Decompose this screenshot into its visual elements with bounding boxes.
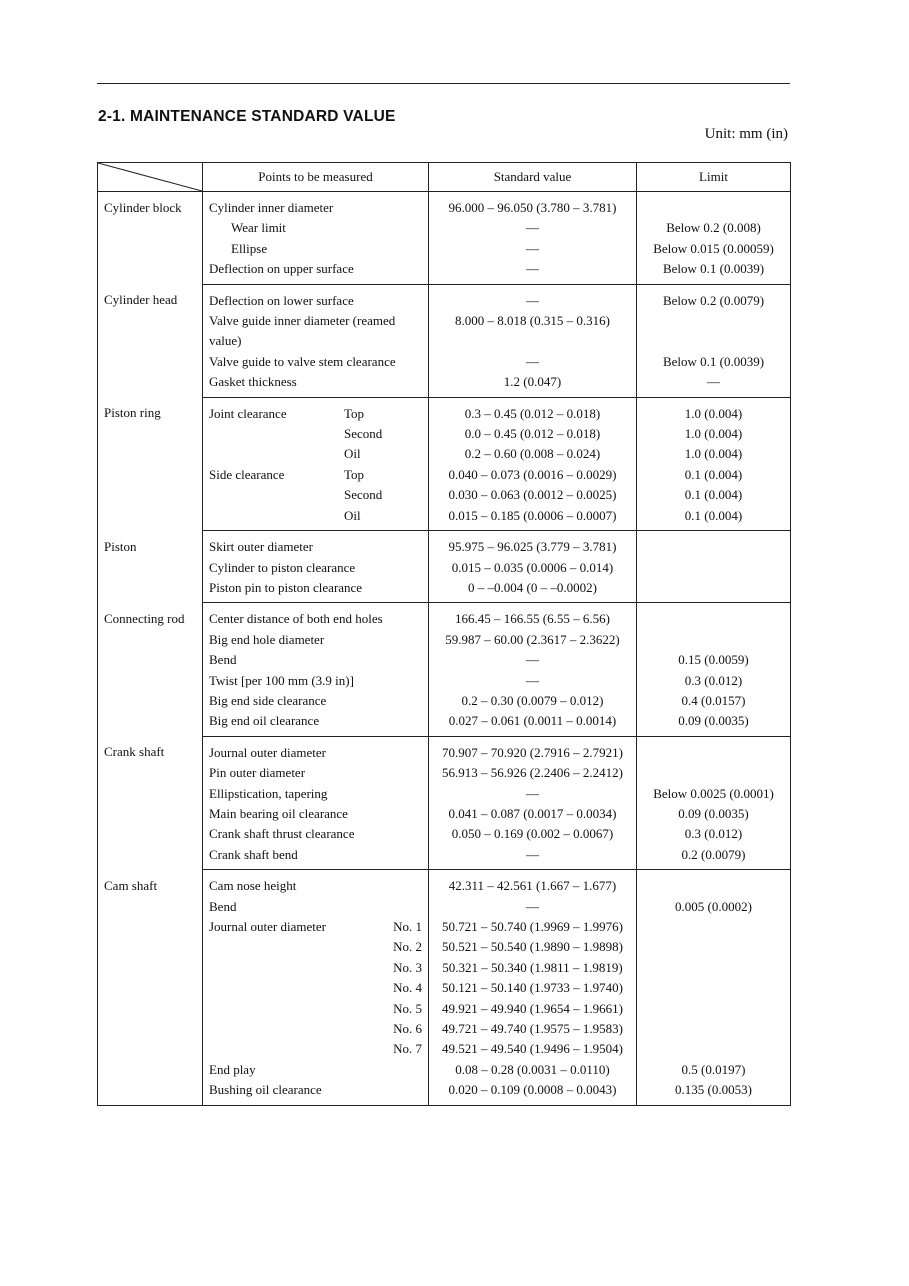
limit-value: 0.005 (0.0002) [675, 898, 752, 914]
standard-value: 0.027 – 0.061 (0.0011 – 0.0014) [429, 711, 637, 736]
standard-value: 0.050 – 0.169 (0.002 – 0.0067) [429, 824, 637, 844]
measure-point-label [209, 506, 344, 526]
measure-point: Cam nose height [203, 870, 429, 897]
measure-point [203, 444, 429, 464]
unit-label: Unit: mm (in) [704, 126, 788, 142]
measure-point: Twist [per 100 mm (3.9 in)] [203, 671, 429, 691]
table-header-row [98, 163, 791, 192]
measure-point-label: Joint clearance [209, 405, 287, 421]
component-group [98, 870, 791, 1105]
table-row [98, 397, 791, 424]
limit-value [637, 999, 791, 1019]
limit-value [637, 736, 791, 763]
standard-value: 0.2 – 0.30 (0.0079 – 0.012) [429, 691, 637, 711]
component-group [98, 603, 791, 736]
measure-point-label [209, 937, 382, 957]
component-name: Crank shaft [98, 736, 203, 869]
limit-value [637, 192, 791, 219]
journal-number-label: No. 1 [393, 919, 422, 934]
standard-value: 50.121 – 50.140 (1.9733 – 1.9740) [429, 978, 637, 998]
limit-value [637, 763, 791, 783]
limit-value: 0.15 (0.0059) [678, 652, 749, 668]
measure-point: Big end hole diameter [203, 630, 429, 650]
component-name: Cylinder head [98, 284, 203, 397]
journal-number-label: No. 2 [393, 939, 422, 955]
standard-value: 0.0 – 0.45 (0.012 – 0.018) [429, 424, 637, 444]
limit-value: 0.3 (0.012) [684, 672, 743, 688]
table-row [98, 531, 791, 558]
measure-point [203, 999, 429, 1019]
measure-point [203, 1039, 429, 1059]
limit-column-header: Limit [637, 163, 791, 192]
measure-point: Valve guide inner diameter (reamed value) [203, 311, 429, 352]
component-name: Cylinder block [98, 192, 203, 285]
measure-point-label: Journal outer diameter [209, 919, 326, 934]
measure-point-label [209, 958, 382, 978]
measure-point: Big end side clearance [203, 691, 429, 711]
measure-point: Piston pin to piston clearance [203, 578, 429, 603]
limit-value [637, 558, 791, 578]
measure-point: Gasket thickness [203, 372, 429, 397]
component-name: Piston [98, 531, 203, 603]
measure-point: Center distance of both end holes [203, 603, 429, 630]
standard-value: 49.921 – 49.940 (1.9654 – 1.9661) [429, 999, 637, 1019]
limit-value: 1.0 (0.004) [684, 446, 743, 462]
component-name: Cam shaft [98, 870, 203, 1105]
top-rule [97, 83, 790, 84]
limit-value: 0.5 (0.0197) [681, 1061, 746, 1077]
standard-value: 0.030 – 0.063 (0.0012 – 0.0025) [429, 485, 637, 505]
standard-value: 50.321 – 50.340 (1.9811 – 1.9819) [429, 958, 637, 978]
limit-value [637, 978, 791, 998]
journal-number-label: No. 3 [393, 959, 422, 975]
standard-value: 0.015 – 0.035 (0.0006 – 0.014) [429, 558, 637, 578]
limit-value: 1.0 (0.004) [684, 426, 743, 442]
measure-point-label [209, 978, 382, 998]
component-name: Piston ring [98, 397, 203, 530]
limit-value [637, 870, 791, 897]
maintenance-standard-table [97, 162, 791, 1106]
table-row [98, 603, 791, 630]
measure-point: Crank shaft thrust clearance [203, 824, 429, 844]
limit-value: Below 0.1 (0.0039) [637, 259, 791, 284]
measure-point-label: Side clearance [209, 466, 285, 482]
diagonal-line [98, 163, 202, 191]
standard-value: 0 – –0.004 (0 – –0.0002) [429, 578, 637, 603]
measure-point: Bend [203, 897, 429, 917]
limit-value: 0.3 (0.012) [684, 826, 743, 842]
measure-point [203, 506, 429, 531]
limit-value: Below 0.1 (0.0039) [662, 353, 765, 369]
limit-value: 0.135 (0.0053) [675, 1082, 752, 1098]
table-row [98, 192, 791, 219]
standard-value: 96.000 – 96.050 (3.780 – 3.781) [429, 192, 637, 219]
standard-value: — [429, 784, 637, 804]
limit-value [637, 958, 791, 978]
standard-value: 0.020 – 0.109 (0.0008 – 0.0043) [429, 1080, 637, 1105]
standard-value: 166.45 – 166.55 (6.55 – 6.56) [429, 603, 637, 630]
component-group [98, 397, 791, 530]
limit-value: 0.09 (0.0035) [678, 805, 749, 821]
standard-value: 95.975 – 96.025 (3.779 – 3.781) [429, 531, 637, 558]
standard-value: 0.041 – 0.087 (0.0017 – 0.0034) [429, 804, 637, 824]
standard-value: 1.2 (0.047) [429, 372, 637, 397]
standard-value: 70.907 – 70.920 (2.7916 – 2.7921) [429, 736, 637, 763]
journal-number-label: No. 4 [393, 980, 422, 996]
measure-point [203, 958, 429, 978]
standard-value: 0.015 – 0.185 (0.0006 – 0.0007) [429, 506, 637, 531]
measure-sub-label: Top [344, 466, 365, 482]
section-heading: 2-1. MAINTENANCE STANDARD VALUE [98, 108, 396, 125]
journal-number-label: No. 5 [393, 1000, 422, 1016]
measure-sub-label: Oil [344, 446, 361, 462]
measure-point: Deflection on lower surface [203, 284, 429, 311]
limit-value: Below 0.2 (0.008) [666, 220, 761, 236]
measure-point [203, 397, 429, 424]
measure-point: Cylinder to piston clearance [203, 558, 429, 578]
limit-value: 0.2 (0.0079) [637, 845, 791, 870]
standard-value: 50.521 – 50.540 (1.9890 – 1.9898) [429, 937, 637, 957]
journal-number-label: No. 6 [393, 1021, 422, 1037]
limit-value: Below 0.015 (0.00059) [653, 240, 774, 256]
journal-number-label: No. 7 [393, 1041, 422, 1057]
limit-value [637, 630, 791, 650]
component-group [98, 531, 791, 603]
measure-point [203, 424, 429, 444]
measure-point: Wear limit [203, 218, 429, 238]
standard-value: 0.08 – 0.28 (0.0031 – 0.0110) [429, 1060, 637, 1080]
measure-sub-label: Second [344, 487, 383, 503]
measure-sub-label: Top [344, 405, 365, 421]
measure-point [203, 465, 429, 485]
standard-column-header: Standard value [429, 163, 637, 192]
measure-point: Ellipse [203, 239, 429, 259]
measure-point: Valve guide to valve stem clearance [203, 352, 429, 372]
measure-point: Skirt outer diameter [203, 531, 429, 558]
measure-point [203, 1019, 429, 1039]
limit-value [637, 1039, 791, 1059]
limit-value [637, 531, 791, 558]
measure-point [203, 485, 429, 505]
measure-point: Big end oil clearance [203, 711, 429, 736]
standard-value: 0.040 – 0.073 (0.0016 – 0.0029) [429, 465, 637, 485]
measure-point-label [209, 444, 344, 464]
measure-point: Bushing oil clearance [203, 1080, 429, 1105]
standard-value: 42.311 – 42.561 (1.667 – 1.677) [429, 870, 637, 897]
points-column-header: Points to be measured [203, 163, 429, 192]
standard-value: — [429, 845, 637, 870]
component-group [98, 736, 791, 869]
table-row [98, 284, 791, 311]
standard-value: 0.3 – 0.45 (0.012 – 0.018) [429, 397, 637, 424]
standard-value: — [429, 352, 637, 372]
limit-value: 1.0 (0.004) [684, 405, 743, 421]
measure-point: Pin outer diameter [203, 763, 429, 783]
standard-value: 0.2 – 0.60 (0.008 – 0.024) [429, 444, 637, 464]
limit-value [637, 937, 791, 957]
measure-point-label [209, 999, 382, 1019]
standard-value: 8.000 – 8.018 (0.315 – 0.316) [429, 311, 637, 352]
standard-value: 59.987 – 60.00 (2.3617 – 2.3622) [429, 630, 637, 650]
standard-value: — [429, 239, 637, 259]
measure-point: Bend [203, 650, 429, 670]
table-row [98, 870, 791, 897]
measure-point [203, 917, 429, 937]
limit-value: — [637, 372, 791, 397]
measure-point: Cylinder inner diameter [203, 192, 429, 219]
standard-value: — [429, 259, 637, 284]
limit-value [637, 1019, 791, 1039]
standard-value: — [429, 650, 637, 670]
measure-sub-label: Oil [344, 507, 361, 523]
measure-point [203, 978, 429, 998]
standard-value: — [429, 284, 637, 311]
limit-value: 0.1 (0.004) [684, 466, 743, 482]
measure-point-label [209, 485, 344, 505]
component-name: Connecting rod [98, 603, 203, 736]
limit-value: Below 0.2 (0.0079) [662, 292, 765, 308]
measure-sub-label: Second [344, 426, 383, 442]
standard-value: — [429, 671, 637, 691]
measure-point: Crank shaft bend [203, 845, 429, 870]
measure-point [203, 937, 429, 957]
standard-value: — [429, 897, 637, 917]
limit-value [637, 917, 791, 937]
limit-value: 0.09 (0.0035) [637, 711, 791, 736]
table-row [98, 736, 791, 763]
standard-value: 50.721 – 50.740 (1.9969 – 1.9976) [429, 917, 637, 937]
diagonal-header-cell [98, 163, 203, 192]
limit-value: 0.1 (0.004) [637, 506, 791, 531]
limit-value: Below 0.0025 (0.0001) [653, 785, 774, 801]
component-group [98, 192, 791, 285]
standard-value: — [429, 218, 637, 238]
component-group [98, 284, 791, 397]
measure-point: Ellipstication, tapering [203, 784, 429, 804]
standard-value: 49.521 – 49.540 (1.9496 – 1.9504) [429, 1039, 637, 1059]
standard-value: 56.913 – 56.926 (2.2406 – 2.2412) [429, 763, 637, 783]
measure-point-label [209, 424, 344, 444]
limit-value: 0.4 (0.0157) [681, 692, 746, 708]
measure-point: Main bearing oil clearance [203, 804, 429, 824]
limit-value [637, 311, 791, 352]
limit-value [637, 603, 791, 630]
measure-point: Deflection on upper surface [203, 259, 429, 284]
measure-point: Journal outer diameter [203, 736, 429, 763]
limit-value: 0.1 (0.004) [684, 487, 743, 503]
measure-point-label [209, 1039, 382, 1059]
standard-value: 49.721 – 49.740 (1.9575 – 1.9583) [429, 1019, 637, 1039]
limit-value [637, 578, 791, 603]
measure-point: End play [203, 1060, 429, 1080]
measure-point-label [209, 1019, 382, 1039]
